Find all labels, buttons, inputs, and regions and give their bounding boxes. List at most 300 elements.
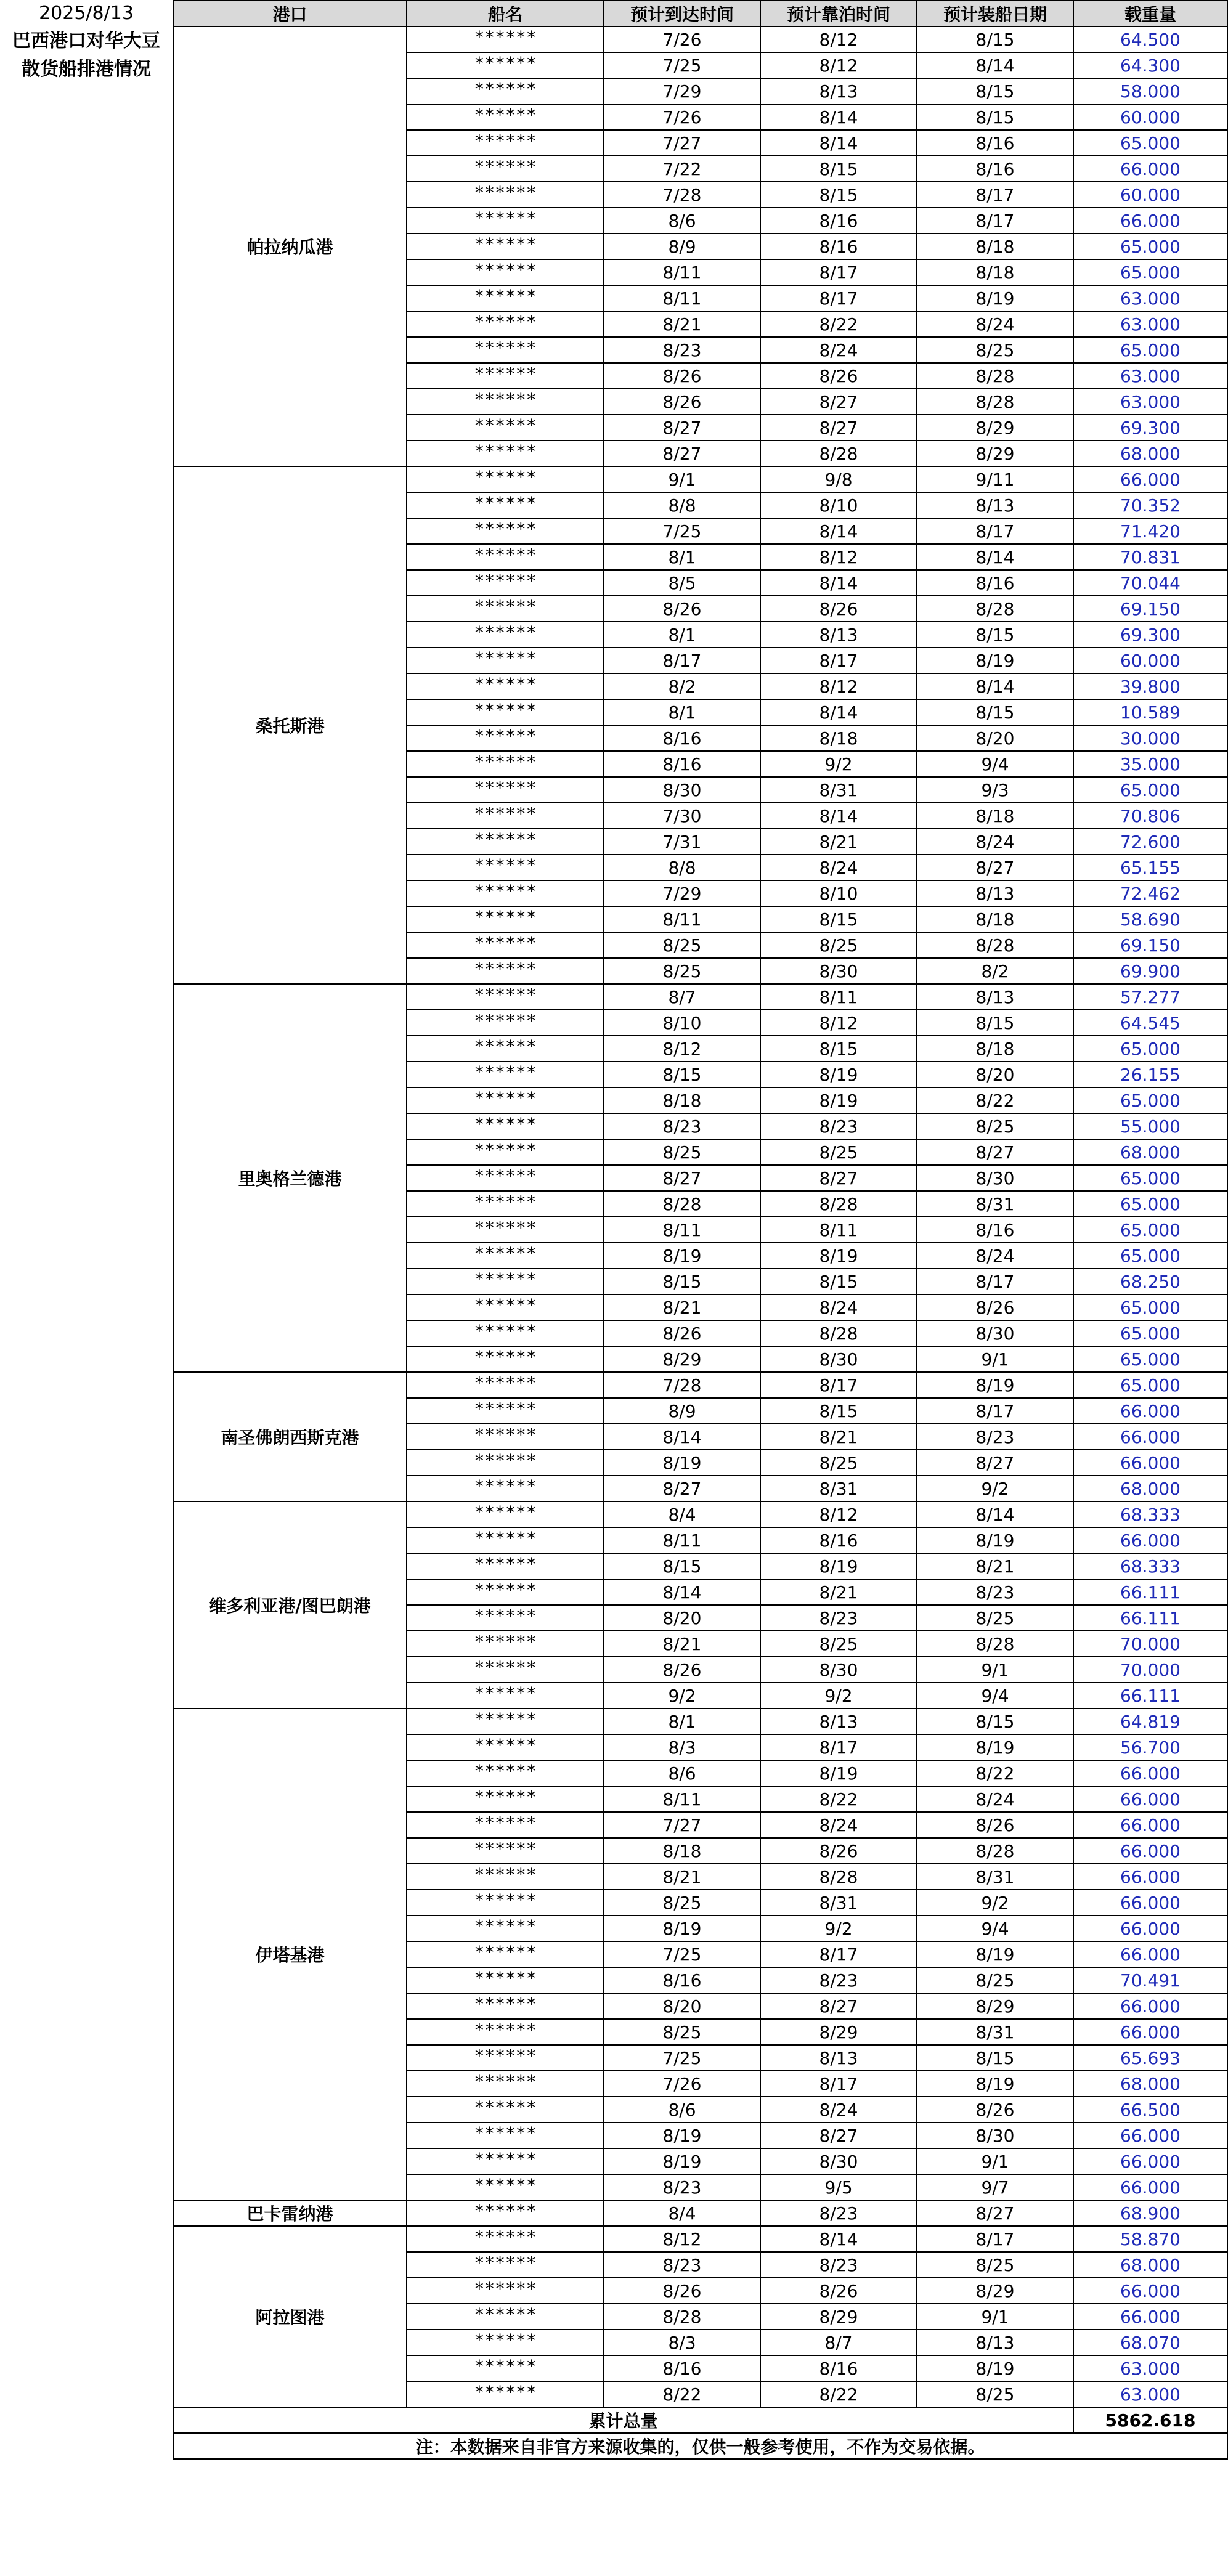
berth-time-cell: 8/14 xyxy=(760,699,917,725)
load-weight-cell: 63.000 xyxy=(1073,285,1227,311)
load-weight-cell: 63.000 xyxy=(1073,363,1227,389)
header-ship-name: 船名 xyxy=(407,1,604,26)
loading-date-cell: 9/1 xyxy=(917,2148,1073,2174)
loading-date-cell: 8/14 xyxy=(917,544,1073,570)
load-weight-cell: 66.111 xyxy=(1073,1683,1227,1709)
disclaimer-note: 注：本数据来自非官方来源收集的，仅供一般参考使用，不作为交易依据。 xyxy=(173,2433,1227,2459)
arrival-time-cell: 8/3 xyxy=(604,1734,760,1760)
berth-time-cell: 8/18 xyxy=(760,725,917,751)
load-weight-cell: 66.000 xyxy=(1073,1786,1227,1812)
ship-name-cell: ****** xyxy=(407,182,604,208)
port-name-cell: 维多利亚港/图巴朗港 xyxy=(173,1501,407,1709)
arrival-time-cell: 8/4 xyxy=(604,2200,760,2226)
ship-name-cell: ****** xyxy=(407,1165,604,1191)
header-load-weight: 载重量 xyxy=(1073,1,1227,26)
loading-date-cell: 8/29 xyxy=(917,1993,1073,2019)
berth-time-cell: 8/22 xyxy=(760,1786,917,1812)
arrival-time-cell: 8/21 xyxy=(604,1631,760,1657)
loading-date-cell: 9/11 xyxy=(917,466,1073,492)
load-weight-cell: 64.300 xyxy=(1073,52,1227,78)
arrival-time-cell: 8/26 xyxy=(604,2278,760,2304)
load-weight-cell: 66.000 xyxy=(1073,1812,1227,1838)
table-row xyxy=(173,2226,1227,2252)
berth-time-cell: 8/30 xyxy=(760,1346,917,1372)
load-weight-cell: 65.000 xyxy=(1073,130,1227,156)
ship-name-cell: ****** xyxy=(407,1657,604,1683)
load-weight-cell: 66.000 xyxy=(1073,1450,1227,1476)
berth-time-cell: 8/21 xyxy=(760,829,917,855)
loading-date-cell: 9/4 xyxy=(917,1683,1073,1709)
ship-name-cell: ****** xyxy=(407,1501,604,1527)
loading-date-cell: 8/30 xyxy=(917,1165,1073,1191)
report-title-line1: 巴西港口对华大豆 xyxy=(12,30,160,52)
arrival-time-cell: 7/25 xyxy=(604,1941,760,1967)
ship-name-cell: ****** xyxy=(407,2097,604,2123)
load-weight-cell: 66.000 xyxy=(1073,1993,1227,2019)
ship-name-cell: ****** xyxy=(407,2278,604,2304)
berth-time-cell: 8/13 xyxy=(760,1709,917,1734)
arrival-time-cell: 8/16 xyxy=(604,751,760,777)
ship-name-cell: ****** xyxy=(407,2148,604,2174)
ship-name-cell: ****** xyxy=(407,466,604,492)
load-weight-cell: 58.870 xyxy=(1073,2226,1227,2252)
berth-time-cell: 9/2 xyxy=(760,1683,917,1709)
table-body xyxy=(173,26,1227,2407)
loading-date-cell: 8/14 xyxy=(917,673,1073,699)
ship-name-cell: ****** xyxy=(407,1346,604,1372)
ship-name-cell: ****** xyxy=(407,1967,604,1993)
ship-name-cell: ****** xyxy=(407,596,604,622)
ship-name-cell: ****** xyxy=(407,1372,604,1398)
arrival-time-cell: 8/3 xyxy=(604,2330,760,2355)
load-weight-cell: 66.000 xyxy=(1073,2148,1227,2174)
loading-date-cell: 8/18 xyxy=(917,259,1073,285)
loading-date-cell: 8/20 xyxy=(917,1062,1073,1087)
load-weight-cell: 26.155 xyxy=(1073,1062,1227,1087)
table-row xyxy=(173,984,1227,1010)
loading-date-cell: 8/17 xyxy=(917,1398,1073,1424)
arrival-time-cell: 7/26 xyxy=(604,2071,760,2097)
load-weight-cell: 58.000 xyxy=(1073,78,1227,104)
port-name-cell: 桑托斯港 xyxy=(173,466,407,984)
ship-name-cell: ****** xyxy=(407,880,604,906)
load-weight-cell: 70.491 xyxy=(1073,1967,1227,1993)
loading-date-cell: 8/25 xyxy=(917,2381,1073,2407)
berth-time-cell: 8/14 xyxy=(760,104,917,130)
berth-time-cell: 8/24 xyxy=(760,337,917,363)
berth-time-cell: 8/24 xyxy=(760,855,917,880)
load-weight-cell: 57.277 xyxy=(1073,984,1227,1010)
load-weight-cell: 69.150 xyxy=(1073,932,1227,958)
loading-date-cell: 8/31 xyxy=(917,1864,1073,1890)
berth-time-cell: 8/19 xyxy=(760,1062,917,1087)
ship-name-cell: ****** xyxy=(407,1113,604,1139)
berth-time-cell: 8/19 xyxy=(760,1243,917,1269)
arrival-time-cell: 8/14 xyxy=(604,1424,760,1450)
arrival-time-cell: 7/25 xyxy=(604,518,760,544)
berth-time-cell: 8/27 xyxy=(760,1165,917,1191)
berth-time-cell: 8/31 xyxy=(760,777,917,803)
loading-date-cell: 8/18 xyxy=(917,803,1073,829)
load-weight-cell: 58.690 xyxy=(1073,906,1227,932)
ship-schedule-table xyxy=(173,0,1228,2460)
loading-date-cell: 8/28 xyxy=(917,389,1073,415)
total-row xyxy=(173,2407,1227,2433)
loading-date-cell: 8/15 xyxy=(917,1709,1073,1734)
loading-date-cell: 8/31 xyxy=(917,1191,1073,1217)
load-weight-cell: 68.000 xyxy=(1073,441,1227,466)
loading-date-cell: 9/3 xyxy=(917,777,1073,803)
arrival-time-cell: 7/25 xyxy=(604,52,760,78)
load-weight-cell: 70.352 xyxy=(1073,492,1227,518)
berth-time-cell: 8/15 xyxy=(760,906,917,932)
ship-name-cell: ****** xyxy=(407,104,604,130)
arrival-time-cell: 8/21 xyxy=(604,1864,760,1890)
load-weight-cell: 70.806 xyxy=(1073,803,1227,829)
loading-date-cell: 8/30 xyxy=(917,2123,1073,2148)
berth-time-cell: 8/23 xyxy=(760,2252,917,2278)
berth-time-cell: 8/15 xyxy=(760,182,917,208)
loading-date-cell: 8/27 xyxy=(917,2200,1073,2226)
berth-time-cell: 8/7 xyxy=(760,2330,917,2355)
load-weight-cell: 66.000 xyxy=(1073,2304,1227,2330)
loading-date-cell: 8/28 xyxy=(917,596,1073,622)
berth-time-cell: 8/12 xyxy=(760,1501,917,1527)
arrival-time-cell: 8/11 xyxy=(604,259,760,285)
load-weight-cell: 69.300 xyxy=(1073,622,1227,648)
berth-time-cell: 8/12 xyxy=(760,26,917,52)
berth-time-cell: 8/30 xyxy=(760,1657,917,1683)
berth-time-cell: 8/26 xyxy=(760,363,917,389)
ship-name-cell: ****** xyxy=(407,544,604,570)
ship-name-cell: ****** xyxy=(407,1812,604,1838)
arrival-time-cell: 8/15 xyxy=(604,1269,760,1294)
ship-name-cell: ****** xyxy=(407,1683,604,1709)
load-weight-cell: 70.000 xyxy=(1073,1657,1227,1683)
arrival-time-cell: 8/29 xyxy=(604,1346,760,1372)
port-name-cell: 巴卡雷纳港 xyxy=(173,2200,407,2226)
ship-name-cell: ****** xyxy=(407,1993,604,2019)
ship-name-cell: ****** xyxy=(407,958,604,984)
loading-date-cell: 8/21 xyxy=(917,1553,1073,1579)
load-weight-cell: 66.000 xyxy=(1073,2278,1227,2304)
port-name-cell: 里奥格兰德港 xyxy=(173,984,407,1372)
loading-date-cell: 8/29 xyxy=(917,415,1073,441)
arrival-time-cell: 7/28 xyxy=(604,182,760,208)
loading-date-cell: 8/26 xyxy=(917,1294,1073,1320)
berth-time-cell: 8/11 xyxy=(760,1217,917,1243)
berth-time-cell: 8/27 xyxy=(760,2123,917,2148)
ship-name-cell: ****** xyxy=(407,518,604,544)
load-weight-cell: 66.000 xyxy=(1073,2174,1227,2200)
ship-name-cell: ****** xyxy=(407,1320,604,1346)
arrival-time-cell: 8/18 xyxy=(604,1838,760,1864)
berth-time-cell: 8/14 xyxy=(760,570,917,596)
berth-time-cell: 8/25 xyxy=(760,1631,917,1657)
loading-date-cell: 8/2 xyxy=(917,958,1073,984)
loading-date-cell: 8/27 xyxy=(917,855,1073,880)
berth-time-cell: 8/17 xyxy=(760,1734,917,1760)
load-weight-cell: 63.000 xyxy=(1073,2355,1227,2381)
load-weight-cell: 63.000 xyxy=(1073,2381,1227,2407)
header-berth-time: 预计靠泊时间 xyxy=(760,1,917,26)
ship-name-cell: ****** xyxy=(407,1890,604,1916)
load-weight-cell: 66.000 xyxy=(1073,1760,1227,1786)
load-weight-cell: 30.000 xyxy=(1073,725,1227,751)
arrival-time-cell: 8/19 xyxy=(604,1243,760,1269)
ship-name-cell: ****** xyxy=(407,2045,604,2071)
ship-name-cell: ****** xyxy=(407,1476,604,1501)
loading-date-cell: 8/14 xyxy=(917,1501,1073,1527)
load-weight-cell: 60.000 xyxy=(1073,182,1227,208)
berth-time-cell: 8/28 xyxy=(760,1864,917,1890)
berth-time-cell: 8/17 xyxy=(760,1941,917,1967)
ship-name-cell: ****** xyxy=(407,1527,604,1553)
berth-time-cell: 8/27 xyxy=(760,1993,917,2019)
loading-date-cell: 8/13 xyxy=(917,984,1073,1010)
arrival-time-cell: 8/15 xyxy=(604,1553,760,1579)
load-weight-cell: 65.000 xyxy=(1073,1243,1227,1269)
berth-time-cell: 8/10 xyxy=(760,880,917,906)
loading-date-cell: 8/15 xyxy=(917,1010,1073,1036)
arrival-time-cell: 8/1 xyxy=(604,699,760,725)
ship-name-cell: ****** xyxy=(407,829,604,855)
loading-date-cell: 8/30 xyxy=(917,1320,1073,1346)
ship-name-cell: ****** xyxy=(407,2019,604,2045)
ship-name-cell: ****** xyxy=(407,622,604,648)
load-weight-cell: 68.000 xyxy=(1073,1139,1227,1165)
loading-date-cell: 8/18 xyxy=(917,906,1073,932)
ship-name-cell: ****** xyxy=(407,1217,604,1243)
note-row xyxy=(173,2433,1227,2459)
berth-time-cell: 8/22 xyxy=(760,2381,917,2407)
berth-time-cell: 8/19 xyxy=(760,1553,917,1579)
ship-name-cell: ****** xyxy=(407,2200,604,2226)
berth-time-cell: 8/29 xyxy=(760,2304,917,2330)
load-weight-cell: 66.000 xyxy=(1073,1941,1227,1967)
header-loading-date: 预计装船日期 xyxy=(917,1,1073,26)
load-weight-cell: 66.500 xyxy=(1073,2097,1227,2123)
ship-name-cell: ****** xyxy=(407,2330,604,2355)
load-weight-cell: 66.000 xyxy=(1073,208,1227,234)
table-row xyxy=(173,1501,1227,1527)
loading-date-cell: 9/7 xyxy=(917,2174,1073,2200)
ship-name-cell: ****** xyxy=(407,932,604,958)
ship-name-cell: ****** xyxy=(407,1062,604,1087)
load-weight-cell: 66.000 xyxy=(1073,2123,1227,2148)
loading-date-cell: 8/28 xyxy=(917,932,1073,958)
ship-name-cell: ****** xyxy=(407,1139,604,1165)
ship-name-cell: ****** xyxy=(407,1191,604,1217)
loading-date-cell: 8/15 xyxy=(917,104,1073,130)
loading-date-cell: 9/2 xyxy=(917,1476,1073,1501)
berth-time-cell: 9/8 xyxy=(760,466,917,492)
arrival-time-cell: 8/23 xyxy=(604,337,760,363)
ship-name-cell: ****** xyxy=(407,855,604,880)
load-weight-cell: 65.000 xyxy=(1073,1087,1227,1113)
arrival-time-cell: 8/11 xyxy=(604,906,760,932)
loading-date-cell: 8/17 xyxy=(917,1269,1073,1294)
loading-date-cell: 9/2 xyxy=(917,1890,1073,1916)
ship-name-cell: ****** xyxy=(407,1786,604,1812)
load-weight-cell: 65.000 xyxy=(1073,1217,1227,1243)
arrival-time-cell: 8/16 xyxy=(604,725,760,751)
load-weight-cell: 65.000 xyxy=(1073,1165,1227,1191)
load-weight-cell: 65.155 xyxy=(1073,855,1227,880)
ship-name-cell: ****** xyxy=(407,1760,604,1786)
berth-time-cell: 8/30 xyxy=(760,958,917,984)
berth-time-cell: 8/15 xyxy=(760,1036,917,1062)
loading-date-cell: 8/23 xyxy=(917,1424,1073,1450)
total-value: 5862.618 xyxy=(1073,2407,1227,2433)
arrival-time-cell: 8/23 xyxy=(604,1113,760,1139)
arrival-time-cell: 8/25 xyxy=(604,958,760,984)
load-weight-cell: 69.300 xyxy=(1073,415,1227,441)
berth-time-cell: 8/17 xyxy=(760,648,917,673)
berth-time-cell: 8/16 xyxy=(760,234,917,259)
table-row xyxy=(173,2200,1227,2226)
load-weight-cell: 66.000 xyxy=(1073,1864,1227,1890)
loading-date-cell: 8/25 xyxy=(917,1113,1073,1139)
berth-time-cell: 8/29 xyxy=(760,2019,917,2045)
arrival-time-cell: 8/27 xyxy=(604,441,760,466)
ship-name-cell: ****** xyxy=(407,415,604,441)
arrival-time-cell: 8/10 xyxy=(604,1010,760,1036)
load-weight-cell: 65.000 xyxy=(1073,1294,1227,1320)
berth-time-cell: 8/21 xyxy=(760,1579,917,1605)
arrival-time-cell: 8/28 xyxy=(604,1191,760,1217)
arrival-time-cell: 8/17 xyxy=(604,648,760,673)
total-label: 累计总量 xyxy=(173,2407,1073,2433)
berth-time-cell: 8/16 xyxy=(760,2355,917,2381)
berth-time-cell: 8/26 xyxy=(760,2278,917,2304)
berth-time-cell: 8/14 xyxy=(760,803,917,829)
ship-name-cell: ****** xyxy=(407,156,604,182)
ship-name-cell: ****** xyxy=(407,311,604,337)
load-weight-cell: 66.000 xyxy=(1073,2019,1227,2045)
loading-date-cell: 8/17 xyxy=(917,182,1073,208)
ship-name-cell: ****** xyxy=(407,2381,604,2407)
arrival-time-cell: 8/25 xyxy=(604,932,760,958)
ship-name-cell: ****** xyxy=(407,285,604,311)
berth-time-cell: 8/28 xyxy=(760,441,917,466)
loading-date-cell: 8/19 xyxy=(917,2071,1073,2097)
loading-date-cell: 8/28 xyxy=(917,363,1073,389)
ship-name-cell: ****** xyxy=(407,570,604,596)
ship-name-cell: ****** xyxy=(407,1734,604,1760)
load-weight-cell: 56.700 xyxy=(1073,1734,1227,1760)
loading-date-cell: 8/25 xyxy=(917,1605,1073,1631)
loading-date-cell: 8/19 xyxy=(917,648,1073,673)
ship-name-cell: ****** xyxy=(407,1243,604,1269)
loading-date-cell: 8/19 xyxy=(917,285,1073,311)
berth-time-cell: 8/24 xyxy=(760,2097,917,2123)
ship-name-cell: ****** xyxy=(407,2123,604,2148)
ship-name-cell: ****** xyxy=(407,389,604,415)
load-weight-cell: 39.800 xyxy=(1073,673,1227,699)
port-name-cell: 帕拉纳瓜港 xyxy=(173,26,407,466)
berth-time-cell: 8/26 xyxy=(760,596,917,622)
loading-date-cell: 8/15 xyxy=(917,699,1073,725)
berth-time-cell: 8/15 xyxy=(760,1398,917,1424)
load-weight-cell: 70.831 xyxy=(1073,544,1227,570)
loading-date-cell: 8/29 xyxy=(917,2278,1073,2304)
load-weight-cell: 68.000 xyxy=(1073,1476,1227,1501)
berth-time-cell: 8/30 xyxy=(760,2148,917,2174)
port-name-cell: 南圣佛朗西斯克港 xyxy=(173,1372,407,1501)
berth-time-cell: 8/12 xyxy=(760,544,917,570)
ship-name-cell: ****** xyxy=(407,441,604,466)
loading-date-cell: 8/17 xyxy=(917,518,1073,544)
arrival-time-cell: 8/11 xyxy=(604,285,760,311)
arrival-time-cell: 7/28 xyxy=(604,1372,760,1398)
loading-date-cell: 9/1 xyxy=(917,1346,1073,1372)
berth-time-cell: 8/10 xyxy=(760,492,917,518)
load-weight-cell: 65.000 xyxy=(1073,1191,1227,1217)
arrival-time-cell: 8/1 xyxy=(604,1709,760,1734)
berth-time-cell: 8/14 xyxy=(760,2226,917,2252)
berth-time-cell: 8/27 xyxy=(760,415,917,441)
arrival-time-cell: 9/1 xyxy=(604,466,760,492)
load-weight-cell: 65.000 xyxy=(1073,337,1227,363)
arrival-time-cell: 8/27 xyxy=(604,415,760,441)
load-weight-cell: 35.000 xyxy=(1073,751,1227,777)
arrival-time-cell: 8/9 xyxy=(604,234,760,259)
arrival-time-cell: 8/8 xyxy=(604,492,760,518)
arrival-time-cell: 8/5 xyxy=(604,570,760,596)
arrival-time-cell: 7/26 xyxy=(604,26,760,52)
arrival-time-cell: 8/26 xyxy=(604,1320,760,1346)
arrival-time-cell: 7/29 xyxy=(604,78,760,104)
load-weight-cell: 68.333 xyxy=(1073,1501,1227,1527)
berth-time-cell: 8/16 xyxy=(760,1527,917,1553)
arrival-time-cell: 8/21 xyxy=(604,1294,760,1320)
arrival-time-cell: 8/30 xyxy=(604,777,760,803)
loading-date-cell: 9/4 xyxy=(917,751,1073,777)
ship-name-cell: ****** xyxy=(407,699,604,725)
berth-time-cell: 8/23 xyxy=(760,1967,917,1993)
ship-name-cell: ****** xyxy=(407,984,604,1010)
ship-name-cell: ****** xyxy=(407,2226,604,2252)
arrival-time-cell: 8/19 xyxy=(604,1916,760,1941)
load-weight-cell: 60.000 xyxy=(1073,648,1227,673)
arrival-time-cell: 8/2 xyxy=(604,673,760,699)
load-weight-cell: 10.589 xyxy=(1073,699,1227,725)
arrival-time-cell: 8/11 xyxy=(604,1217,760,1243)
ship-name-cell: ****** xyxy=(407,2174,604,2200)
arrival-time-cell: 8/23 xyxy=(604,2252,760,2278)
ship-name-cell: ****** xyxy=(407,52,604,78)
loading-date-cell: 8/28 xyxy=(917,1631,1073,1657)
loading-date-cell: 8/15 xyxy=(917,26,1073,52)
berth-time-cell: 8/23 xyxy=(760,1605,917,1631)
berth-time-cell: 8/25 xyxy=(760,932,917,958)
ship-name-cell: ****** xyxy=(407,1294,604,1320)
arrival-time-cell: 8/26 xyxy=(604,389,760,415)
loading-date-cell: 8/31 xyxy=(917,2019,1073,2045)
arrival-time-cell: 8/16 xyxy=(604,2355,760,2381)
loading-date-cell: 8/26 xyxy=(917,2097,1073,2123)
arrival-time-cell: 8/16 xyxy=(604,1967,760,1993)
loading-date-cell: 8/27 xyxy=(917,1450,1073,1476)
load-weight-cell: 65.693 xyxy=(1073,2045,1227,2071)
arrival-time-cell: 8/26 xyxy=(604,363,760,389)
arrival-time-cell: 8/14 xyxy=(604,1579,760,1605)
berth-time-cell: 8/13 xyxy=(760,622,917,648)
load-weight-cell: 69.900 xyxy=(1073,958,1227,984)
berth-time-cell: 9/5 xyxy=(760,2174,917,2200)
loading-date-cell: 8/16 xyxy=(917,130,1073,156)
